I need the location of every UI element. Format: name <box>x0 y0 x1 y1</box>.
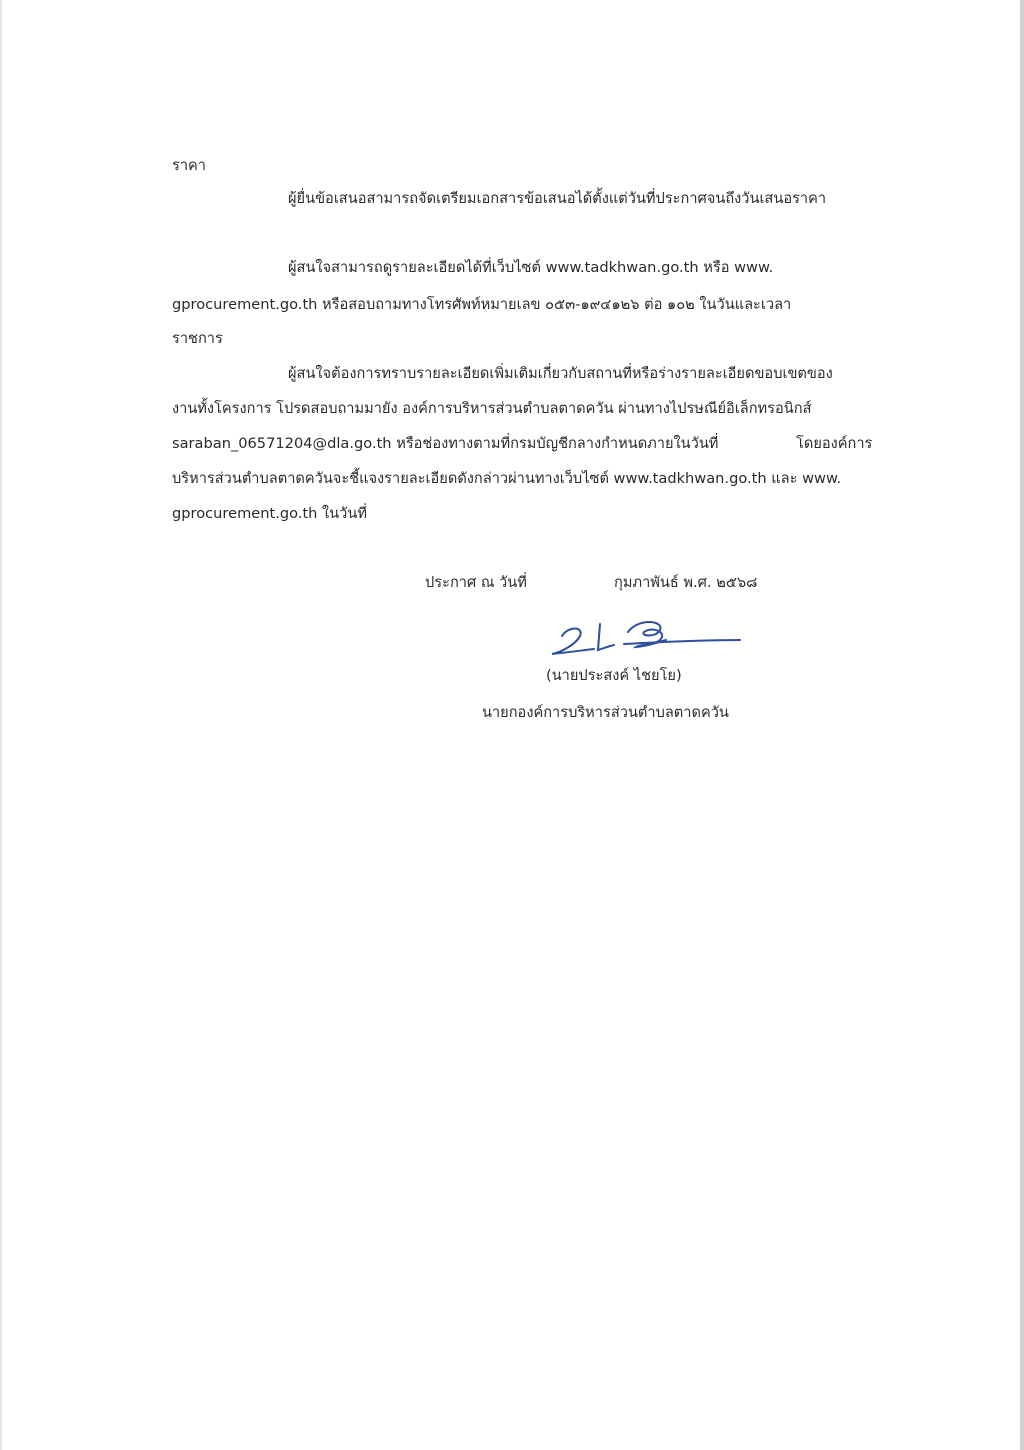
submission-period-line: ผู้ยื่นข้อเสนอสามารถจัดเตรียมเอกสารข้อเสนอได้ตั้งแต่วันที่ประกาศจนถึงวันเสนอราคา <box>288 190 827 207</box>
details-para-line-4: บริหารส่วนตำบลตาดควันจะชี้แจงรายละเอียดดังกล่าวผ่านทางเว็บไซต์ www.tadkhwan.go.th และ www. <box>172 470 842 487</box>
signature-image <box>540 612 750 662</box>
details-para-line-3-tail: โดยองค์การ <box>796 435 873 452</box>
contact-para-line-1: ผู้สนใจสามารถดูรายละเอียดได้ที่เว็บไซต์ www.tadkhwan.go.th หรือ www. <box>288 259 774 276</box>
details-para-line-1: ผู้สนใจต้องการทราบรายละเอียดเพิ่มเติมเกี่ยวกับสถานที่หรือร่างรายละเอียดขอบเขตของ <box>288 365 833 382</box>
signatory-title: นายกองค์การบริหารส่วนตำบลตาดควัน <box>482 704 729 721</box>
details-para-line-2: งานทั้งโครงการ โปรดสอบถามมายัง องค์การบริหารส่วนตำบลตาดควัน ผ่านทางไปรษณีย์อิเล็กทรอนิกส์ <box>172 400 812 417</box>
signatory-name: (นายประสงค์ ไชยโย) <box>546 667 682 684</box>
details-para-line-3: saraban_06571204@dla.go.th หรือช่องทางตามที่กรมบัญชีกลางกำหนดภายในวันที่ <box>172 435 719 452</box>
scan-edge-left <box>0 0 2 1450</box>
announcement-prefix: ประกาศ ณ วันที่ <box>425 574 527 591</box>
contact-para-line-2: gprocurement.go.th หรือสอบถามทางโทรศัพท์หมายเลข ๐๕๓-๑๙๔๑๒๖ ต่อ ๑๐๒ ในวันและเวลา <box>172 296 792 313</box>
scan-edge-right <box>1020 0 1024 1450</box>
price-word: ราคา <box>172 157 206 174</box>
details-para-line-5: gprocurement.go.th ในวันที่ <box>172 505 367 522</box>
announcement-date: กุมภาพันธ์ พ.ศ. ๒๕๖๘ <box>614 574 758 591</box>
contact-para-line-3: ราชการ <box>172 330 223 347</box>
